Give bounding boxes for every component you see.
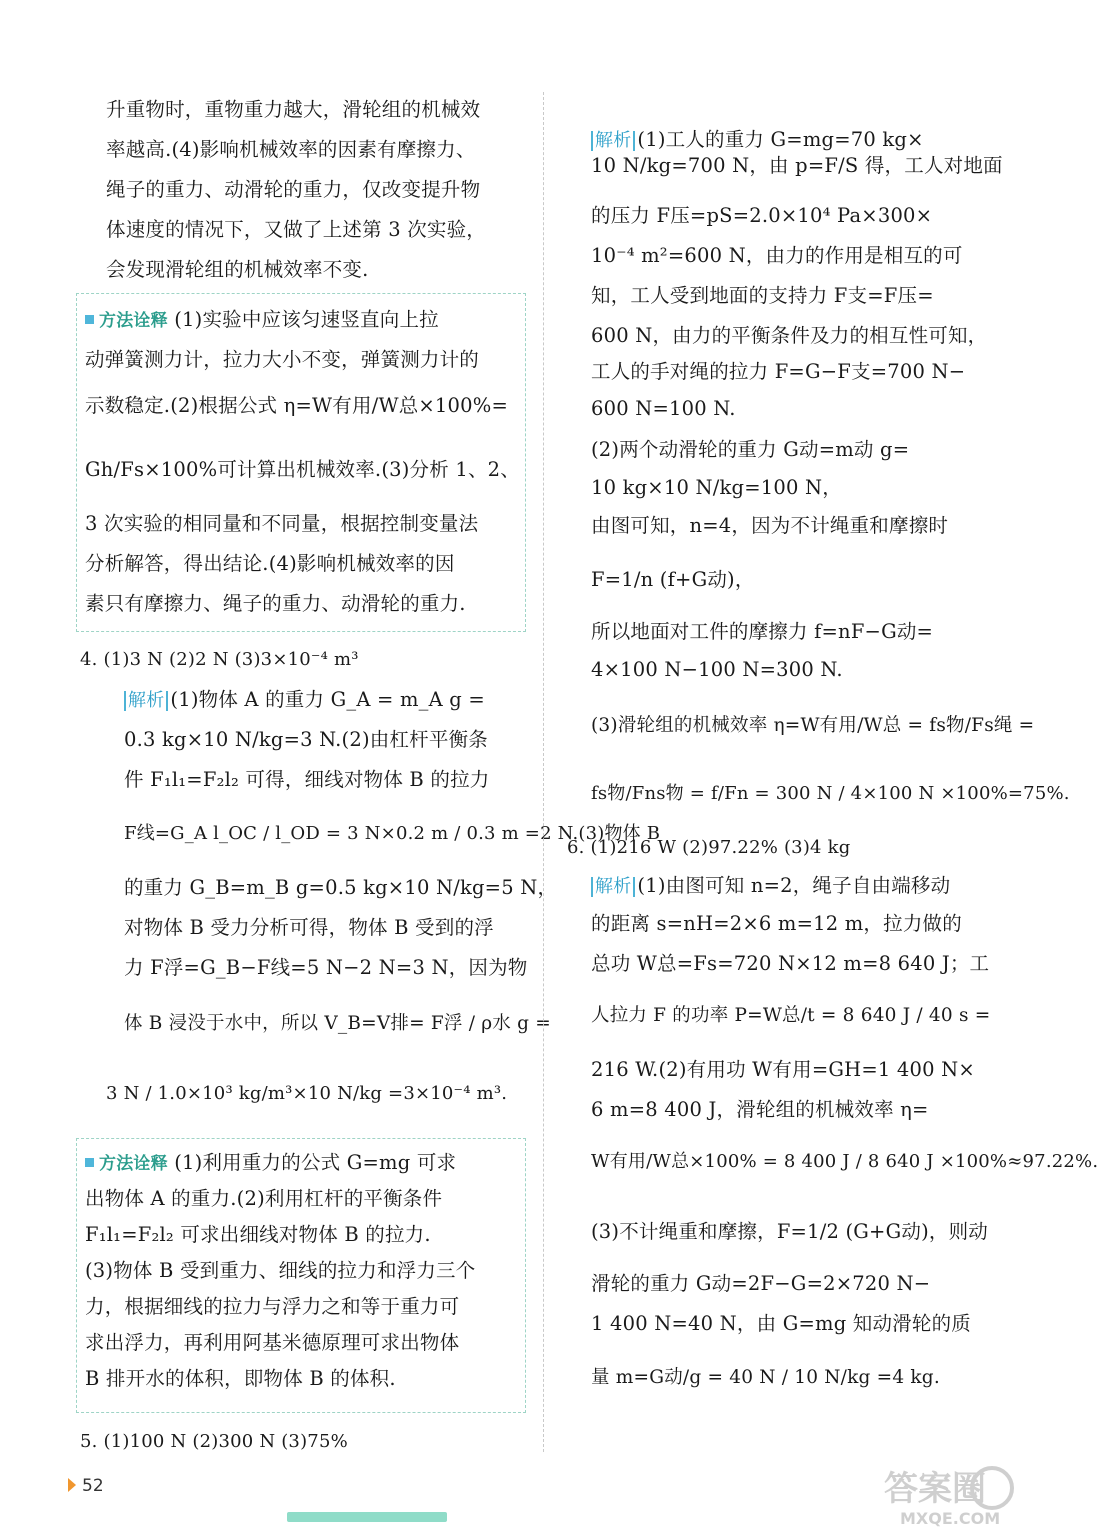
text-line: 6 m=8 400 J，滑轮组的机械效率 η= — [591, 1098, 929, 1121]
text-line: (3)物体 B 受到重力、细线的拉力和浮力三个 — [85, 1259, 476, 1282]
text-line: 求出浮力，再利用阿基米德原理可求出物体 — [85, 1331, 460, 1354]
watermark-text: 答案圈 — [884, 1469, 986, 1509]
text-line: 绳子的重力、动滑轮的重力，仅改变提升物 — [106, 178, 481, 201]
text-line: 由图可知，n=4，因为不计绳重和摩擦时 — [591, 514, 949, 537]
text-line: 示数稳定.(2)根据公式 η=W有用/W总×100%= — [85, 394, 509, 417]
text-line: (1)实验中应该匀速竖直向上拉 — [174, 308, 439, 331]
analysis-tag: 解析 — [124, 691, 168, 711]
answer-4: 4. (1)3 N (2)2 N (3)3×10⁻⁴ m³ — [80, 649, 359, 670]
text-line: fs物/Fns物 = f/Fn = 300 N / 4×100 N ×100%=75%. — [591, 783, 1070, 804]
text-line: Gh/Fs×100%可计算出机械效率.(3)分析 1、2、 — [85, 458, 520, 481]
text-line: 的压力 F压=pS=2.0×10⁴ Pa×300× — [591, 204, 933, 227]
page-marker-icon — [68, 1478, 76, 1492]
text-line: (3)滑轮组的机械效率 η=W有用/W总 = fs物/Fs绳 = — [591, 715, 1035, 736]
answer-5: 5. (1)100 N (2)300 N (3)75% — [80, 1431, 348, 1452]
text-line: 工人的手对绳的拉力 F=G−F支=700 N− — [591, 360, 966, 383]
text-line: 体速度的情况下，又做了上述第 3 次实验， — [106, 218, 487, 241]
text-line: B 排开水的体积，即物体 B 的体积. — [85, 1367, 396, 1390]
analysis-tag: 解析 — [591, 877, 635, 897]
text-line: 素只有摩擦力、绳子的重力、动滑轮的重力. — [85, 592, 466, 615]
text-line: 会发现滑轮组的机械效率不变. — [106, 258, 369, 281]
method-box-1 — [76, 293, 526, 632]
text-line: 件 F₁l₁=F₂l₂ 可得，细线对物体 B 的拉力 — [124, 768, 490, 791]
text-line: W有用/W总×100% = 8 400 J / 8 640 J ×100%≈97.22%. — [591, 1151, 1098, 1172]
answer-6: 6. (1)216 W (2)97.22% (3)4 kg — [567, 837, 851, 858]
text-line: 10 kg×10 N/kg=100 N， — [591, 476, 842, 499]
text-line: 10 N/kg=700 N，由 p=F/S 得，工人对地面 — [591, 154, 1003, 177]
text-line: 动弹簧测力计，拉力大小不变，弹簧测力计的 — [85, 348, 480, 371]
text-line: 0.3 kg×10 N/kg=3 N.(2)由杠杆平衡条 — [124, 728, 488, 751]
text-line: 总功 W总=Fs=720 N×12 m=8 640 J；工 — [591, 952, 990, 975]
text-line: F=1/n (f+G动)， — [591, 568, 755, 591]
method-title: 方法诠释 — [99, 311, 168, 331]
text-line: (1)由图可知 n=2，绳子自由端移动 — [637, 874, 951, 897]
text-line: (1)物体 A 的重力 G_A = m_A g = — [170, 688, 485, 711]
text-line: 1 400 N=40 N，由 G=mg 知动滑轮的质 — [591, 1312, 971, 1335]
text-line: 10⁻⁴ m²=600 N，由力的作用是相互的可 — [591, 244, 963, 267]
footer-bar — [287, 1512, 447, 1522]
text-line: 216 W.(2)有用功 W有用=GH=1 400 N× — [591, 1058, 975, 1081]
text-line: 率越高.(4)影响机械效率的因素有摩擦力、 — [106, 138, 476, 161]
method-title: 方法诠释 — [99, 1154, 168, 1174]
text-line: 的距离 s=nH=2×6 m=12 m，拉力做的 — [591, 912, 962, 935]
text-line: F线=G_A l_OC / l_OD = 3 N×0.2 m / 0.3 m =2 N.(3)物体 B — [124, 823, 661, 844]
text-line: 力 F浮=G_B−F线=5 N−2 N=3 N，因为物 — [124, 956, 528, 979]
text-line: 知，工人受到地面的支持力 F支=F压= — [591, 284, 934, 307]
text-line: (2)两个动滑轮的重力 G动=m动 g= — [591, 438, 910, 461]
analysis-tag: 解析 — [591, 131, 635, 151]
text-line: (3)不计绳重和摩擦，F=1/2 (G+G动)，则动 — [591, 1220, 988, 1243]
text-line: 4×100 N−100 N=300 N. — [591, 658, 843, 681]
box-marker-icon — [85, 1158, 94, 1167]
watermark-sub: MXQE.COM — [900, 1509, 1001, 1528]
text-line: (1)工人的重力 G=mg=70 kg× — [637, 128, 924, 151]
text-line: 滑轮的重力 G动=2F−G=2×720 N− — [591, 1272, 931, 1295]
text-line: 体 B 浸没于水中，所以 V_B=V排= F浮 / ρ水 g = — [124, 1013, 551, 1034]
text-line: 出物体 A 的重力.(2)利用杠杆的平衡条件 — [85, 1187, 443, 1210]
text-line: 对物体 B 受力分析可得，物体 B 受到的浮 — [124, 916, 494, 939]
text-line: 升重物时，重物重力越大，滑轮组的机械效 — [106, 98, 481, 121]
column-divider — [543, 92, 544, 1452]
text-line: (1)利用重力的公式 G=mg 可求 — [174, 1151, 457, 1174]
text-line: 3 次实验的相同量和不同量，根据控制变量法 — [85, 512, 479, 535]
text-line: 600 N=100 N. — [591, 397, 736, 420]
text-line: 量 m=G动/g = 40 N / 10 N/kg =4 kg. — [591, 1367, 940, 1388]
page-number: 52 — [82, 1476, 104, 1496]
text-line: 所以地面对工件的摩擦力 f=nF−G动= — [591, 620, 934, 643]
text-line: 力，根据细线的拉力与浮力之和等于重力可 — [85, 1295, 460, 1318]
text-line: 分析解答，得出结论.(4)影响机械效率的因 — [85, 552, 455, 575]
text-line: F₁l₁=F₂l₂ 可求出细线对物体 B 的拉力. — [85, 1223, 431, 1246]
text-line: 的重力 G_B=m_B g=0.5 kg×10 N/kg=5 N， — [124, 876, 558, 899]
text-line: 600 N，由力的平衡条件及力的相互性可知， — [591, 324, 988, 347]
method-box-2 — [76, 1138, 526, 1413]
watermark-logo — [880, 1460, 1020, 1530]
text-line: 人拉力 F 的功率 P=W总/t = 8 640 J / 40 s = — [591, 1005, 991, 1026]
box-marker-icon — [85, 315, 94, 324]
text-line: 3 N / 1.0×10³ kg/m³×10 N/kg =3×10⁻⁴ m³. — [106, 1083, 508, 1104]
